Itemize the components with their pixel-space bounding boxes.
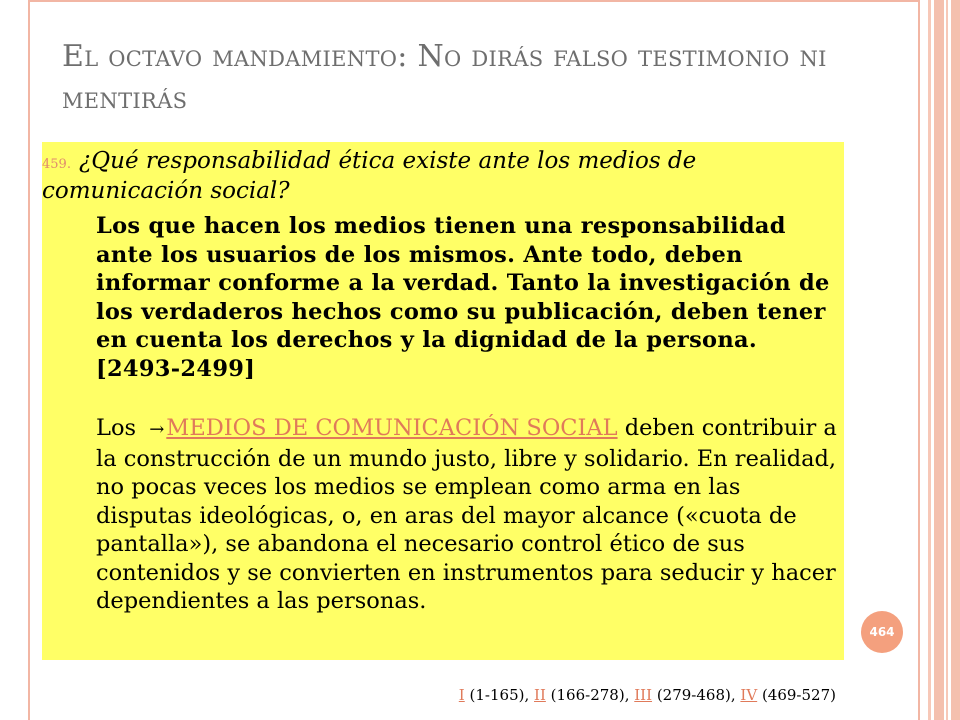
- frame-top-line: [28, 0, 920, 2]
- decor-stripe: [934, 0, 944, 720]
- question-text: ¿Qué responsabilidad ética existe ante los medios de comunicación social?: [42, 148, 697, 204]
- arrow-icon: →: [149, 419, 165, 440]
- frame-left-line: [28, 0, 30, 720]
- footer-nav: [459, 686, 836, 704]
- footer-link-iv[interactable]: IV: [740, 686, 758, 704]
- footer-range: (166-278),: [550, 686, 630, 704]
- footer-range: (469-527): [761, 686, 836, 704]
- frame-right-line: [918, 0, 920, 720]
- decor-stripe: [951, 0, 960, 720]
- decor-stripe: [946, 0, 948, 720]
- medios-link[interactable]: MEDIOS DE COMUNICACIÓN SOCIAL: [166, 415, 618, 441]
- extra-rest: deben contribuir a la construcción de un mundo justo, libre y solidario. En realidad, no pocas veces los medios se emplean como arma en las disputas ideológicas, o, en aras del mayor alcance («cuota de pantalla»), se abandona el necesario control ético de sus contenidos y se convierten en instrumentos para seducir y hacer dependientes a las personas.: [96, 415, 837, 614]
- page-number-badge: 464: [861, 611, 903, 653]
- footer-range: (279-468),: [656, 686, 736, 704]
- footer-range: (1-165),: [469, 686, 530, 704]
- question-number: 459.: [42, 157, 71, 172]
- extra-prefix: Los: [96, 415, 137, 441]
- slide-title: El octavo mandamiento: No dirás falso testimonio ni mentirás: [62, 39, 827, 116]
- footer-link-iii[interactable]: III: [634, 686, 653, 704]
- decor-stripe: [928, 0, 931, 720]
- answer-text: Los que hacen los medios tienen una responsabilidad ante los usuarios de los mismos. Ante todo, deben informar conforme a la verdad. Tanto la investigación de los verdaderos hechos como su publicación, deben tener en cuenta los derechos y la dignidad de la persona. [2493-2499]: [96, 213, 830, 382]
- extra-paragraph: [96, 414, 841, 616]
- footer-link-i[interactable]: I: [458, 686, 465, 704]
- footer-link-ii[interactable]: II: [534, 686, 546, 704]
- question: [42, 148, 812, 205]
